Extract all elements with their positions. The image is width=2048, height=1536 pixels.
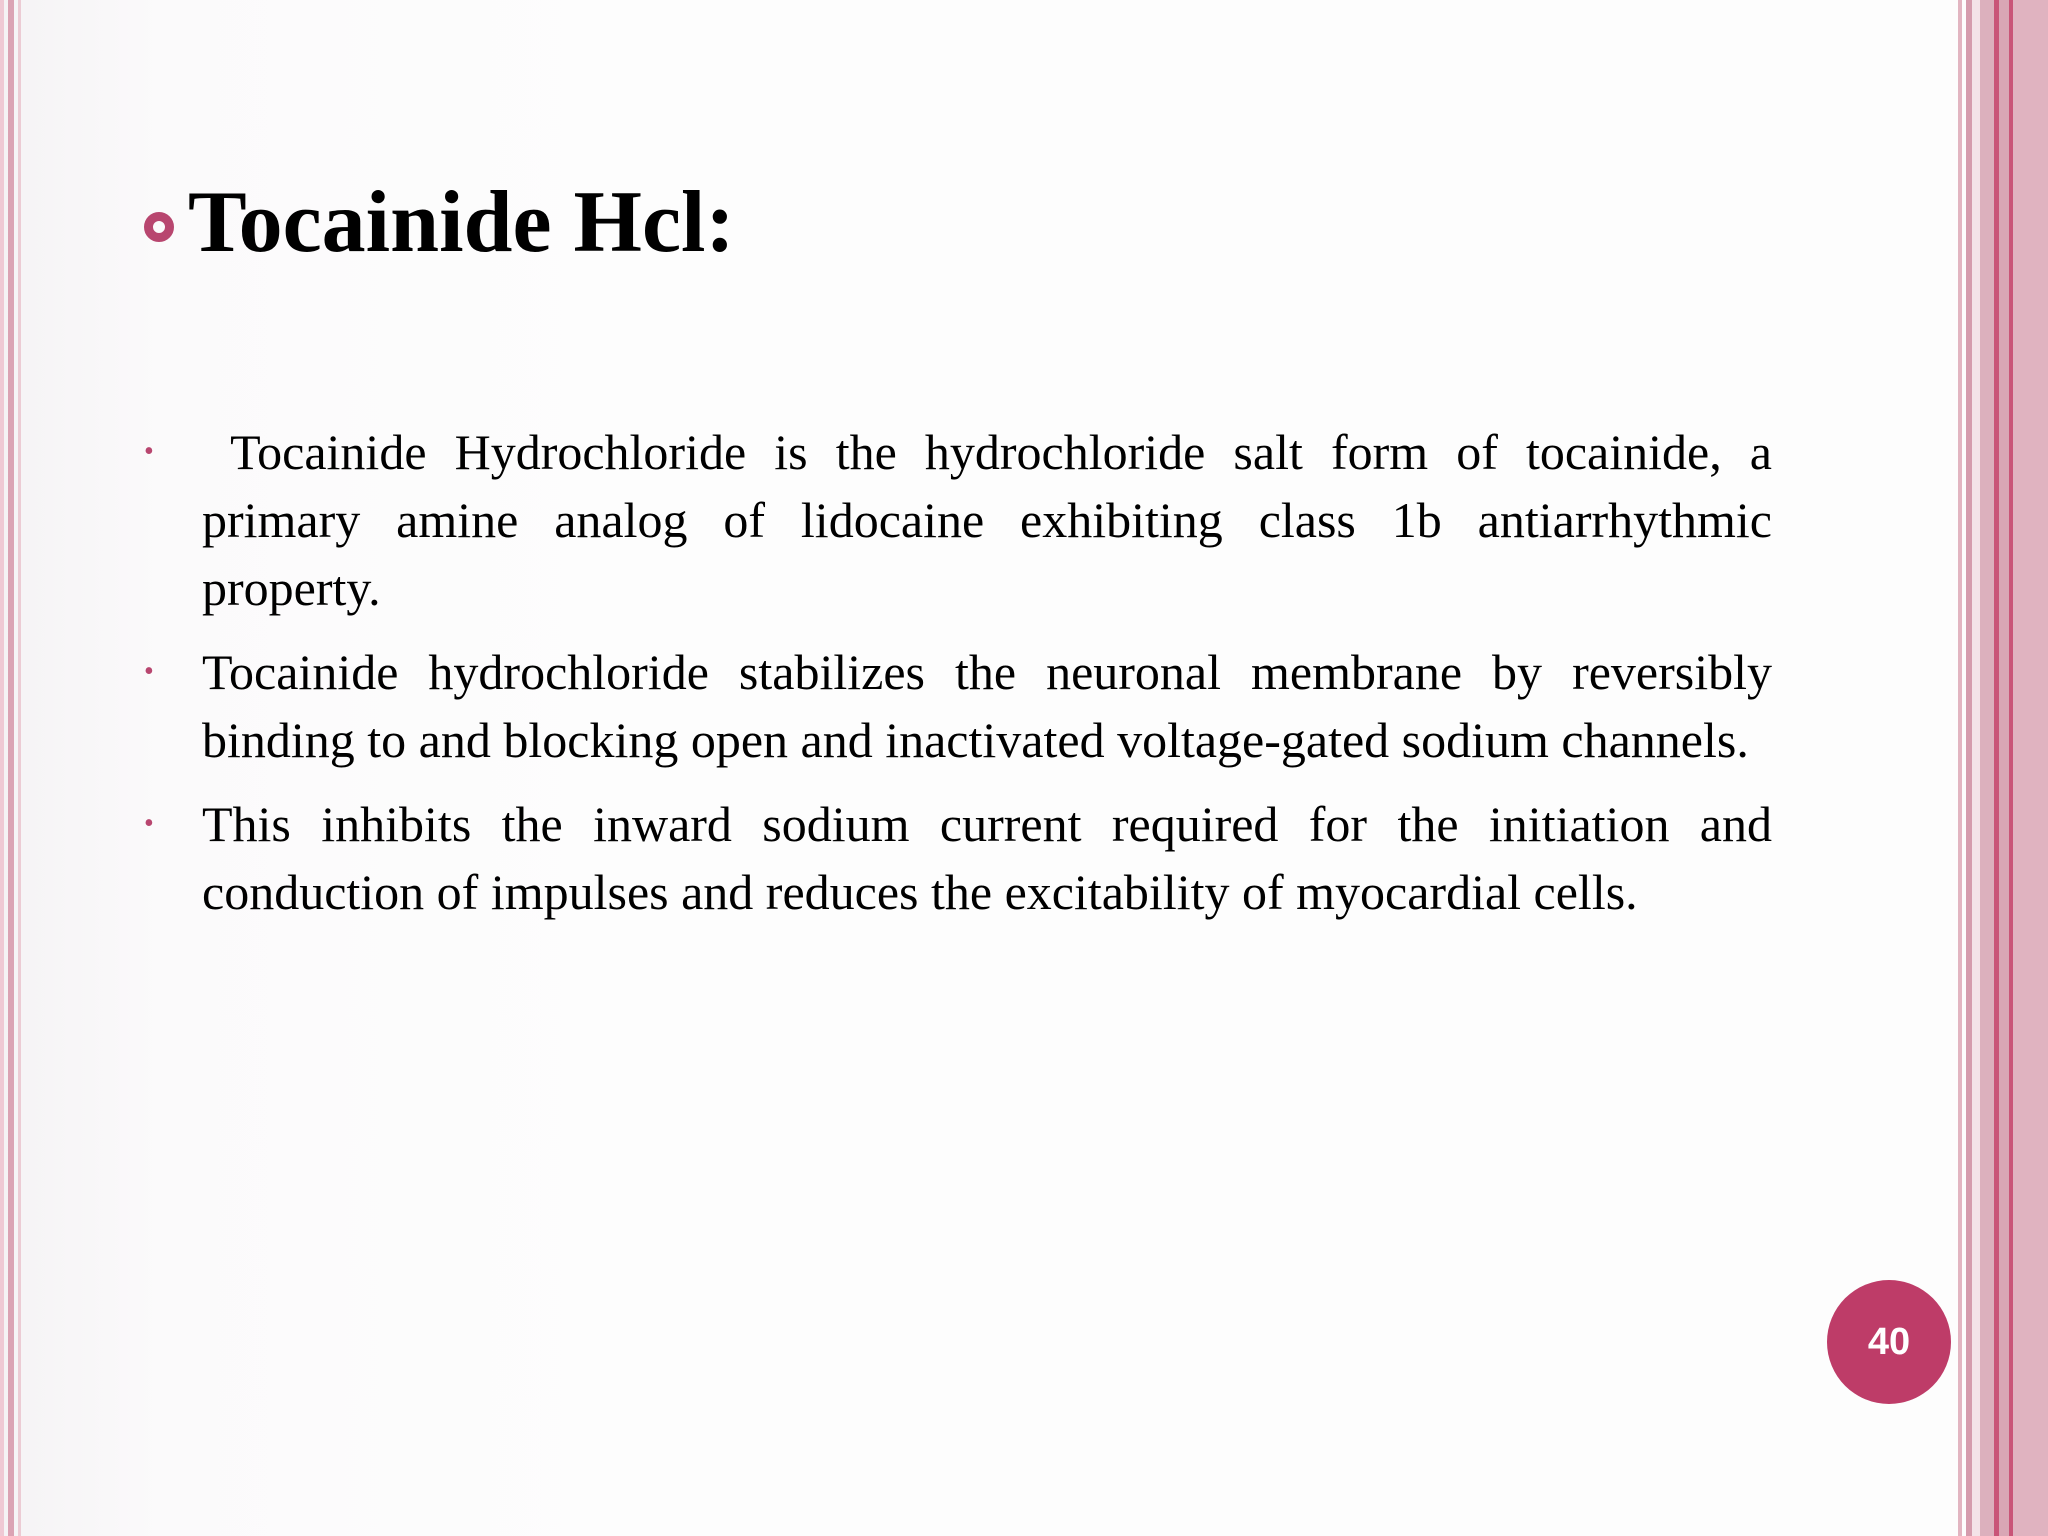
dot-bullet-icon: • <box>144 656 154 687</box>
hollow-circle-bullet-icon <box>144 212 174 242</box>
bullet-item <box>140 418 1785 622</box>
right-border-band <box>1958 0 1962 1536</box>
left-border-line <box>18 0 21 1536</box>
bullet-text: Tocainide Hydrochloride is the hydrochloride salt form of tocainide, a primary amine analog of lidocaine exhibiting class 1b antiarrhythmic property. <box>202 424 1785 616</box>
page-number-badge: 40 <box>1827 1280 1951 1404</box>
right-border-band <box>2013 0 2048 1536</box>
dot-bullet-icon: • <box>144 808 154 839</box>
bullet-item <box>140 790 1772 926</box>
dot-bullet-icon: • <box>144 436 154 467</box>
bullet-item <box>140 638 1772 774</box>
left-border-line <box>0 0 4 1536</box>
slide-title: Tocainide Hcl: <box>188 174 735 271</box>
right-border-band <box>1999 0 2009 1536</box>
right-border-band <box>1980 0 1994 1536</box>
bullet-text: This inhibits the inward sodium current required for the initiation and conduction of impulses and reduces the excitability of myocardial cells. <box>202 796 1772 920</box>
right-border-band <box>1972 0 1980 1536</box>
bullet-text: Tocainide hydrochloride stabilizes the neuronal membrane by reversibly binding to and blocking open and inactivated voltage-gated sodium channels. <box>202 644 1772 768</box>
title-row <box>144 168 735 278</box>
left-border-line <box>8 0 14 1536</box>
bullet-list <box>140 418 1785 942</box>
